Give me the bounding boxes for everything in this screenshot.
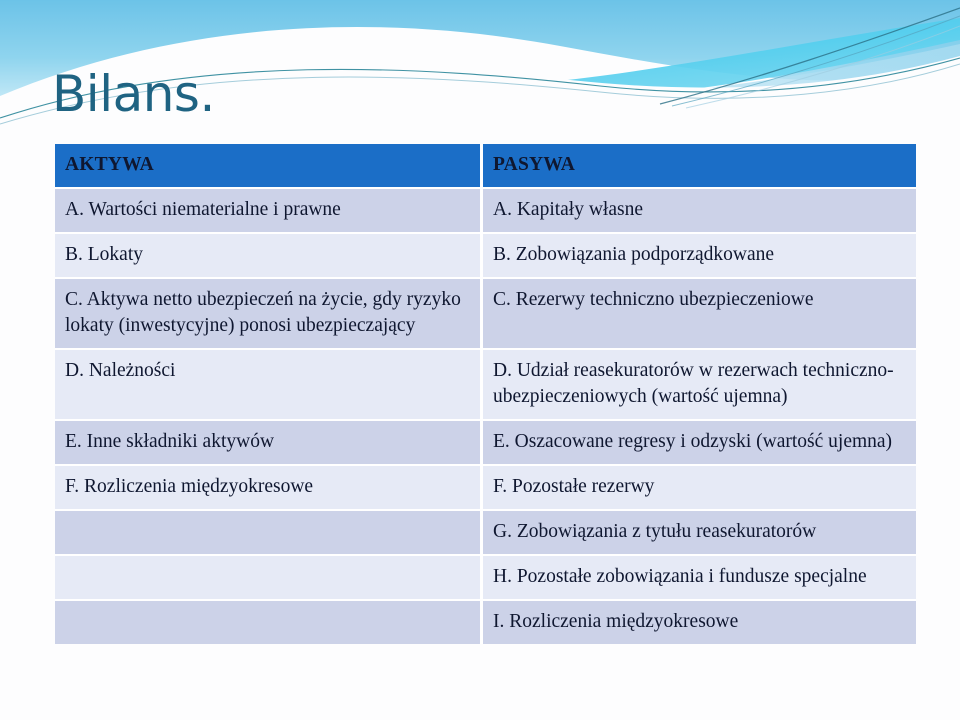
table-row [55, 189, 916, 234]
cell-pasywa: F. Pozostałe rezerwy [483, 466, 916, 511]
cell-pasywa: D. Udział reasekuratorów w rezerwach techniczno-ubezpieczeniowych (wartość ujemna) [483, 350, 916, 421]
cell-aktywa: B. Lokaty [55, 234, 483, 279]
cell-pasywa: C. Rezerwy techniczno ubezpieczeniowe [483, 279, 916, 350]
cell-pasywa: A. Kapitały własne [483, 189, 916, 234]
cell-aktywa: A. Wartości niematerialne i prawne [55, 189, 483, 234]
column-header-pasywa: PASYWA [483, 144, 916, 189]
cell-aktywa: C. Aktywa netto ubezpieczeń na życie, gdy ryzyko lokaty (inwestycyjne) ponosi ubezpieczający [55, 279, 483, 350]
cell-pasywa: G. Zobowiązania z tytułu reasekuratorów [483, 511, 916, 556]
table-row [55, 556, 916, 601]
page-title: Bilans. [52, 65, 215, 123]
cell-aktywa: F. Rozliczenia międzyokresowe [55, 466, 483, 511]
cell-pasywa: I. Rozliczenia międzyokresowe [483, 601, 916, 644]
table-body [55, 189, 916, 644]
table-header-row [55, 144, 916, 189]
table-row [55, 421, 916, 466]
cell-aktywa-empty [55, 601, 483, 644]
table-row [55, 234, 916, 279]
cell-pasywa: E. Oszacowane regresy i odzyski (wartość ujemna) [483, 421, 916, 466]
table-header [55, 144, 916, 189]
table-row [55, 279, 916, 350]
column-header-aktywa: AKTYWA [55, 144, 483, 189]
table-row [55, 350, 916, 421]
cell-aktywa: D. Należności [55, 350, 483, 421]
cell-aktywa-empty [55, 511, 483, 556]
table-row [55, 511, 916, 556]
cell-aktywa-empty [55, 556, 483, 601]
balance-sheet-table [55, 144, 916, 644]
cell-aktywa: E. Inne składniki aktywów [55, 421, 483, 466]
cell-pasywa: H. Pozostałe zobowiązania i fundusze specjalne [483, 556, 916, 601]
cell-pasywa: B. Zobowiązania podporządkowane [483, 234, 916, 279]
table-row [55, 601, 916, 644]
table-row [55, 466, 916, 511]
